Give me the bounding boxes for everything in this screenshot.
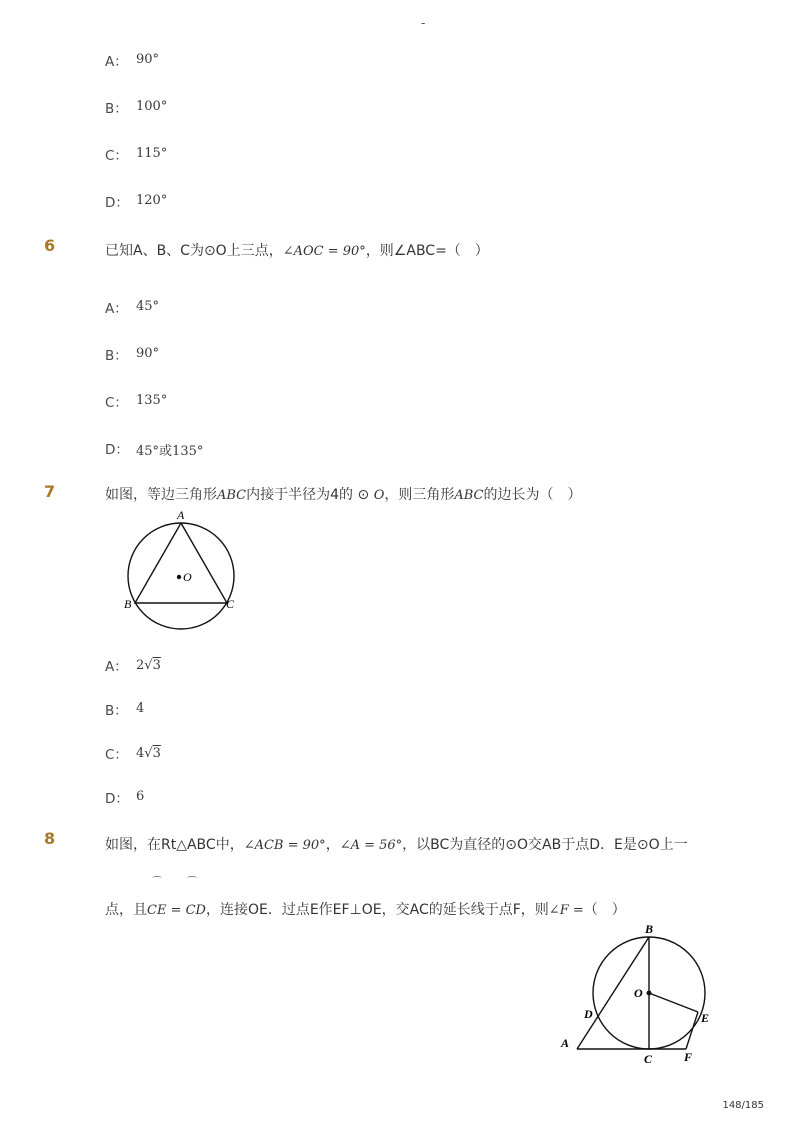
q8-line-ef <box>686 1012 698 1049</box>
q6-math: ∠AOC = 90° <box>282 244 366 259</box>
option-value: 90° <box>136 52 160 67</box>
option-label: D： <box>105 442 129 458</box>
q6-option-d[interactable] <box>105 438 204 459</box>
q7-text-b: 内接于半径为4的 ⊙ <box>246 487 374 503</box>
q5-option-a[interactable] <box>105 50 160 70</box>
q7-text-a: 如图，等边三角形 <box>105 487 217 503</box>
q8-label-f: F <box>684 1050 693 1064</box>
q8-figure-right-triangle-circle <box>555 918 730 1068</box>
q7-text-d: 的边长为（ ） <box>483 487 582 503</box>
q8-text-f: （ ） <box>583 902 626 918</box>
q8-text-b: ， <box>325 837 340 853</box>
q8-line-oe <box>649 993 698 1012</box>
q5-option-c[interactable] <box>105 144 168 164</box>
arc-mark-cd: ⌒ <box>187 877 197 888</box>
option-radicand: 3 <box>152 746 161 761</box>
sqrt-sign: √ <box>144 746 153 761</box>
q8-label-c: C <box>644 1052 653 1066</box>
option-label: B： <box>105 703 128 719</box>
q6-option-b[interactable] <box>105 344 160 364</box>
q8-text-d: 点，且 <box>105 902 147 918</box>
q8-label-o: O <box>634 986 643 1000</box>
q7-math-1: ABC <box>217 488 247 503</box>
option-value <box>136 746 161 761</box>
top-mark: - <box>421 16 426 30</box>
q8-label-a: A <box>561 1036 570 1050</box>
option-label: A： <box>105 659 128 675</box>
question-number-6: 6 <box>44 236 56 255</box>
option-label: C： <box>105 148 128 164</box>
q7-label-a: A <box>177 508 185 522</box>
question-8-line-2 <box>105 899 626 919</box>
option-radicand: 3 <box>152 658 161 673</box>
q7-option-c[interactable] <box>105 743 161 763</box>
arc-mark-ce: ⌒ <box>152 877 162 888</box>
q7-circle <box>128 523 234 629</box>
question-number-7: 7 <box>44 482 56 501</box>
q6-text-a: 已知A、B、C为⊙O上三点， <box>105 243 283 259</box>
sqrt-sign: √ <box>144 658 153 673</box>
q8-math-1: ∠ACB = 90° <box>243 838 326 853</box>
option-value: 100° <box>136 99 168 114</box>
option-label: A： <box>105 301 128 317</box>
q6-option-c[interactable] <box>105 391 168 411</box>
q7-math-2: O <box>373 488 385 503</box>
q8-text-e: ，连接OE．过点E作EF⊥OE，交AC的延长线于点F，则 <box>205 902 549 918</box>
q8-math-3: CE = CD <box>147 903 206 918</box>
option-value: 115° <box>136 146 168 161</box>
q7-label-o: O <box>183 570 192 584</box>
q7-figure-inscribed-triangle <box>118 505 258 633</box>
option-label: B： <box>105 101 128 117</box>
q8-math-4: ∠F = <box>548 903 584 918</box>
option-value: 90° <box>136 346 160 361</box>
option-value: 135° <box>136 393 168 408</box>
q5-option-d[interactable] <box>105 191 168 211</box>
option-coef: 2 <box>136 658 145 673</box>
option-coef: 4 <box>136 746 145 761</box>
option-label: D： <box>105 791 129 807</box>
q8-label-d: D <box>584 1007 593 1021</box>
q6-text-b: ，则∠ABC=（ ） <box>365 243 489 259</box>
page-number: 148/185 <box>722 1100 764 1111</box>
option-label: D： <box>105 195 129 211</box>
q7-label-c: C <box>226 597 235 611</box>
question-number-8: 8 <box>44 829 56 848</box>
option-value: 6 <box>136 789 145 804</box>
q7-option-b[interactable] <box>105 699 145 719</box>
q7-triangle <box>135 523 227 603</box>
q8-text-a: 如图，在Rt△ABC中， <box>105 837 244 853</box>
q7-text-c: ，则三角形 <box>384 487 455 503</box>
option-label: A： <box>105 54 128 70</box>
q8-label-b: B <box>645 922 654 936</box>
q7-label-b: B <box>124 597 132 611</box>
q8-label-e: E <box>701 1011 710 1025</box>
q8-math-2: ∠A = 56° <box>339 838 403 853</box>
q7-option-d[interactable] <box>105 787 145 807</box>
option-value: 45°或135° <box>136 444 204 459</box>
option-label: C： <box>105 747 128 763</box>
question-8-line-1 <box>105 834 688 854</box>
q8-text-c: ，以BC为直径的⊙O交AB于点D．E是⊙O上一 <box>402 837 688 853</box>
option-label: B： <box>105 348 128 364</box>
q7-center-dot <box>177 575 181 579</box>
q6-option-a[interactable] <box>105 297 160 317</box>
q7-math-3: ABC <box>454 488 484 503</box>
option-value: 120° <box>136 193 168 208</box>
option-value: 4 <box>136 701 145 716</box>
q5-option-b[interactable] <box>105 97 168 117</box>
option-value: 45° <box>136 299 160 314</box>
question-7-text <box>105 484 582 504</box>
option-value <box>136 658 161 673</box>
question-6-text <box>105 240 489 260</box>
q8-center-dot <box>647 991 652 996</box>
q7-option-a[interactable] <box>105 655 161 675</box>
option-label: C： <box>105 395 128 411</box>
